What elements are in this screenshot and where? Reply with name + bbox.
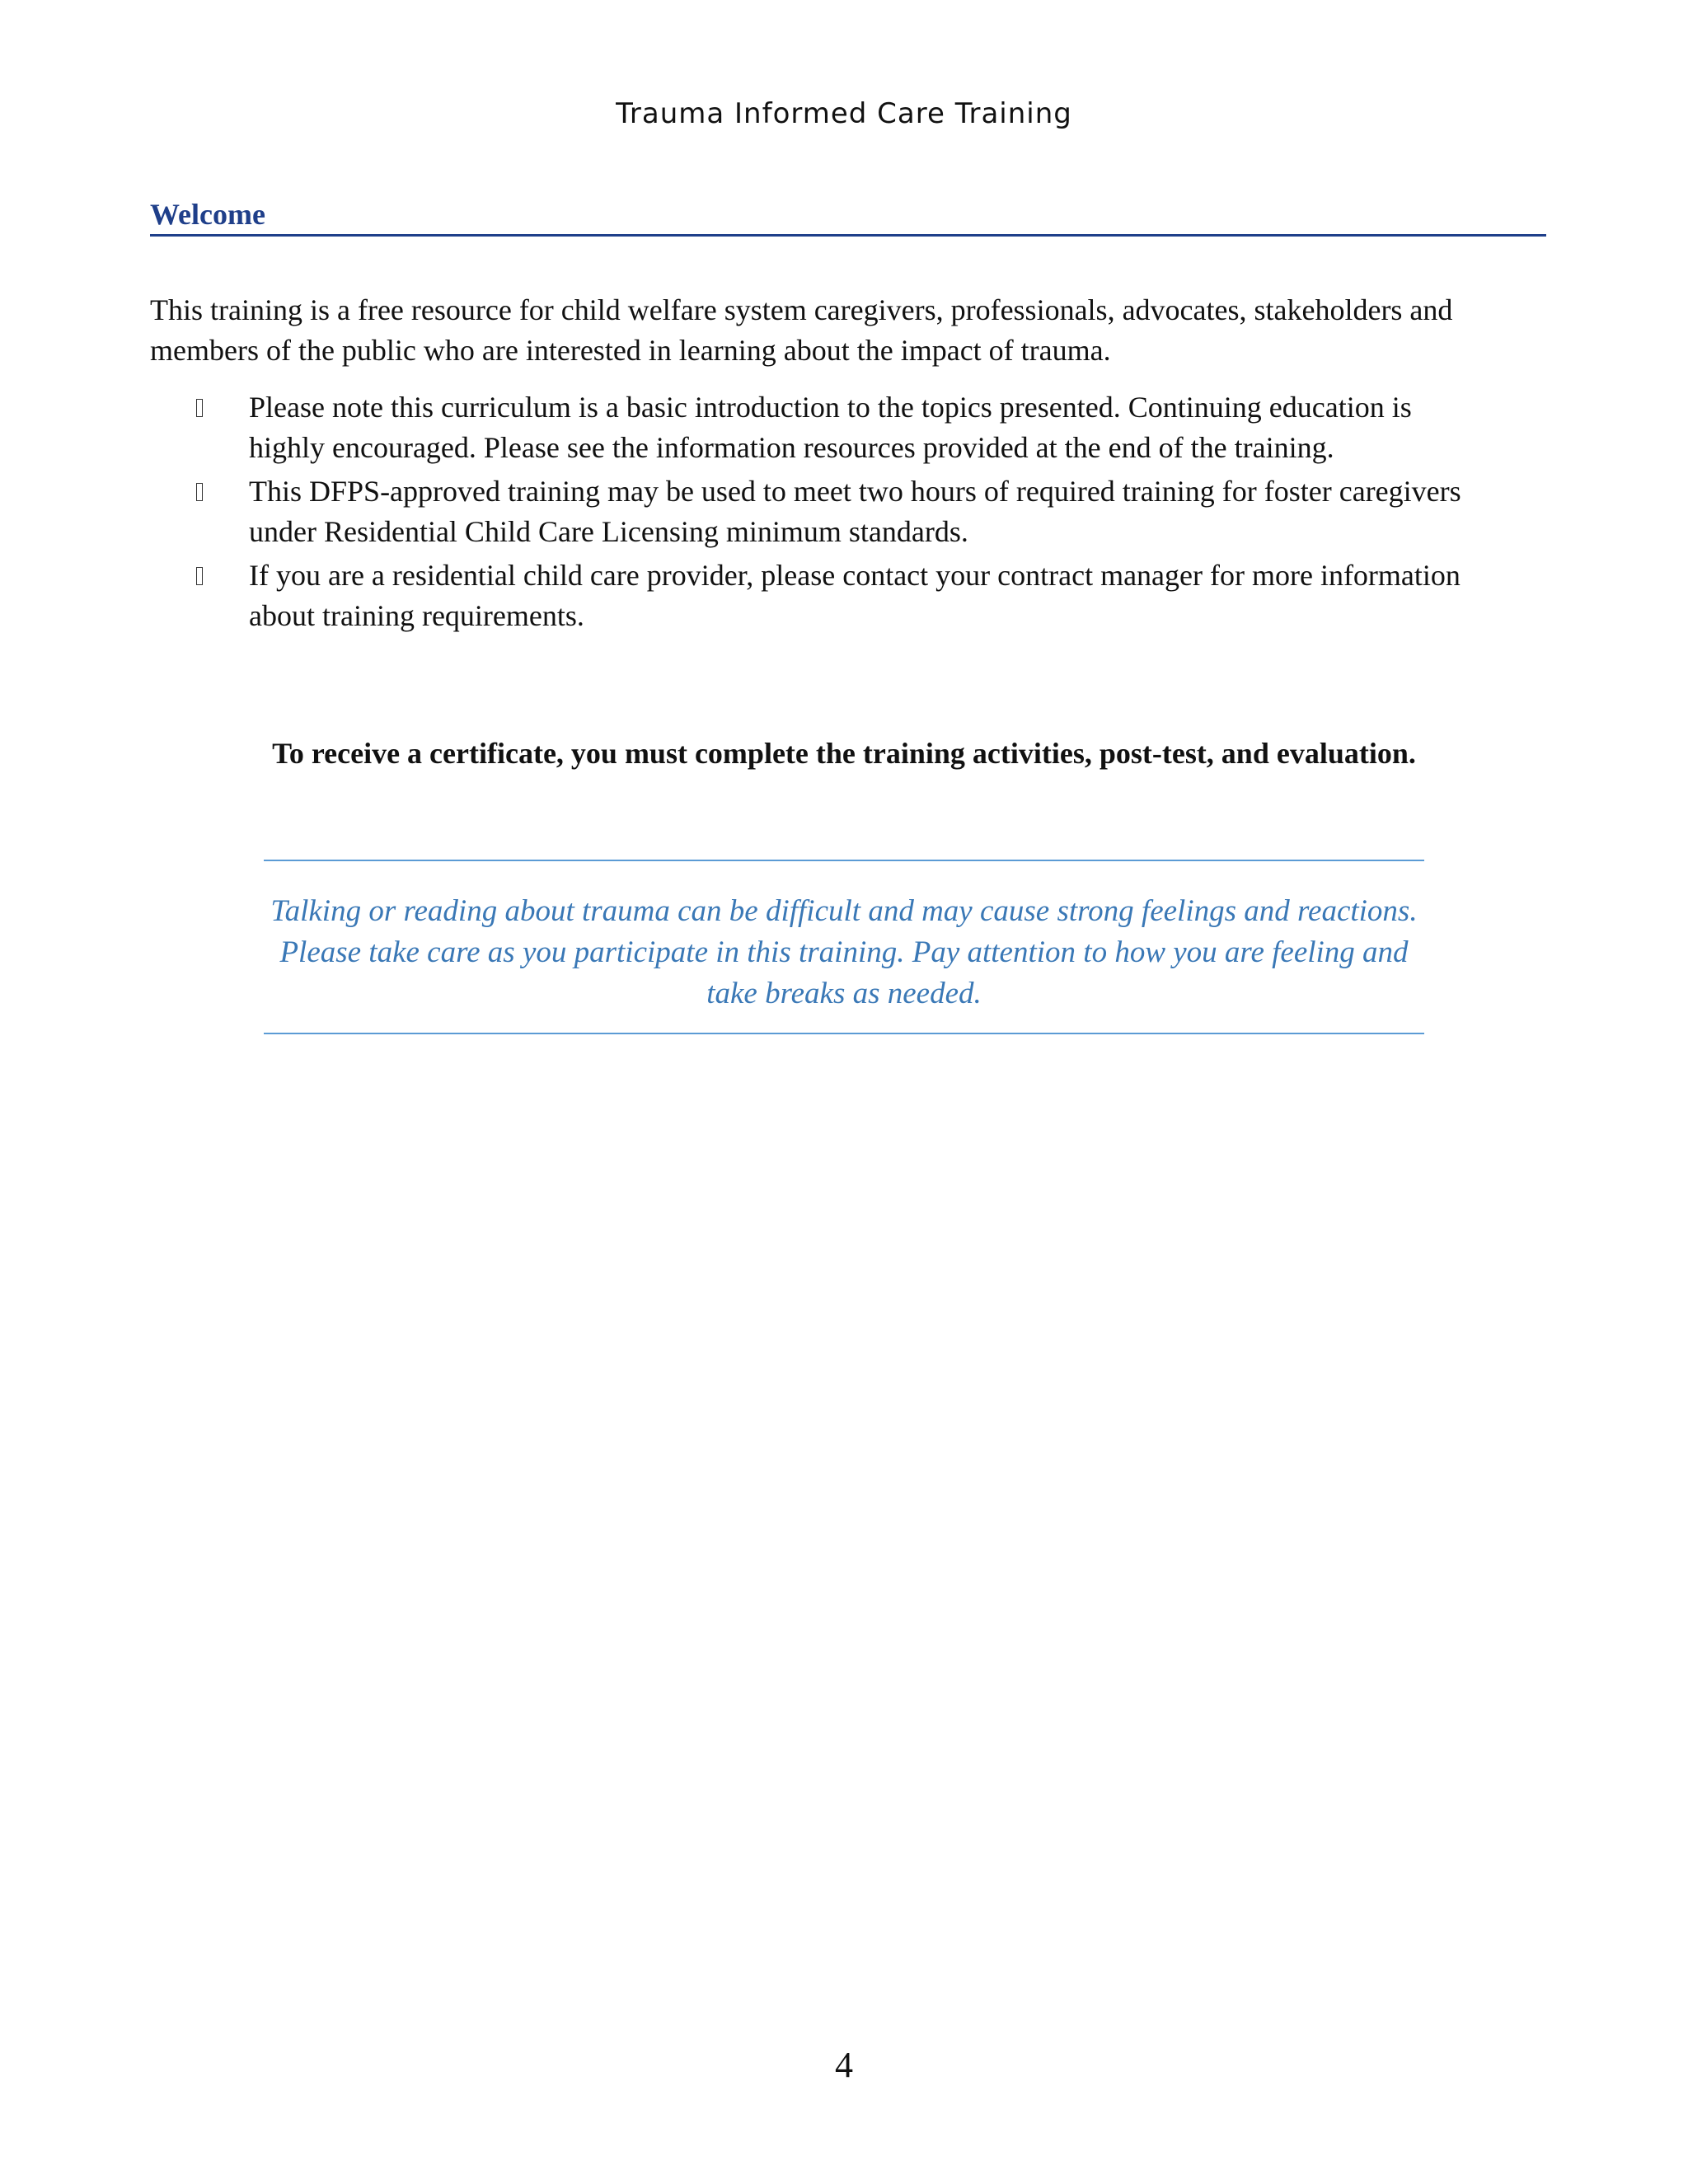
page-number: 4 <box>835 2045 853 2085</box>
callout-box <box>264 860 1424 1034</box>
list-item-text: This DFPS-approved training may be used to meet two hours of required training for foster caregivers under Residential Child Care Licensing minimum standards. <box>249 475 1461 548</box>
intro-paragraph: This training is a free resource for child welfare system caregivers, professionals, advocates, stakeholders and members of the public who are interested in learning about the impact of trauma. <box>150 293 1453 367</box>
list-item <box>150 555 1477 636</box>
list-item <box>150 387 1477 468</box>
page-header: Trauma Informed Care Training <box>616 97 1072 130</box>
section-heading-welcome: Welcome <box>150 196 1546 237</box>
bullet-box-icon <box>196 399 203 417</box>
callout-text: Talking or reading about trauma can be difficult and may cause strong feelings and reactions. Please take care as you participate in this training. Pay attention to how you are feeling and take breaks as needed. <box>270 894 1418 1010</box>
certificate-note: To receive a certificate, you must complete the training activities, post-test, and evaluation. <box>272 737 1416 770</box>
bullet-list <box>150 387 1551 640</box>
list-item-text: Please note this curriculum is a basic introduction to the topics presented. Continuing education is highly encouraged. Please see the information resources provided at the end of the training. <box>249 391 1412 464</box>
bullet-box-icon <box>196 483 203 501</box>
bullet-box-icon <box>196 567 203 585</box>
list-item <box>150 471 1477 552</box>
list-item-text: If you are a residential child care provider, please contact your contract manager for more information about training requirements. <box>249 559 1461 632</box>
